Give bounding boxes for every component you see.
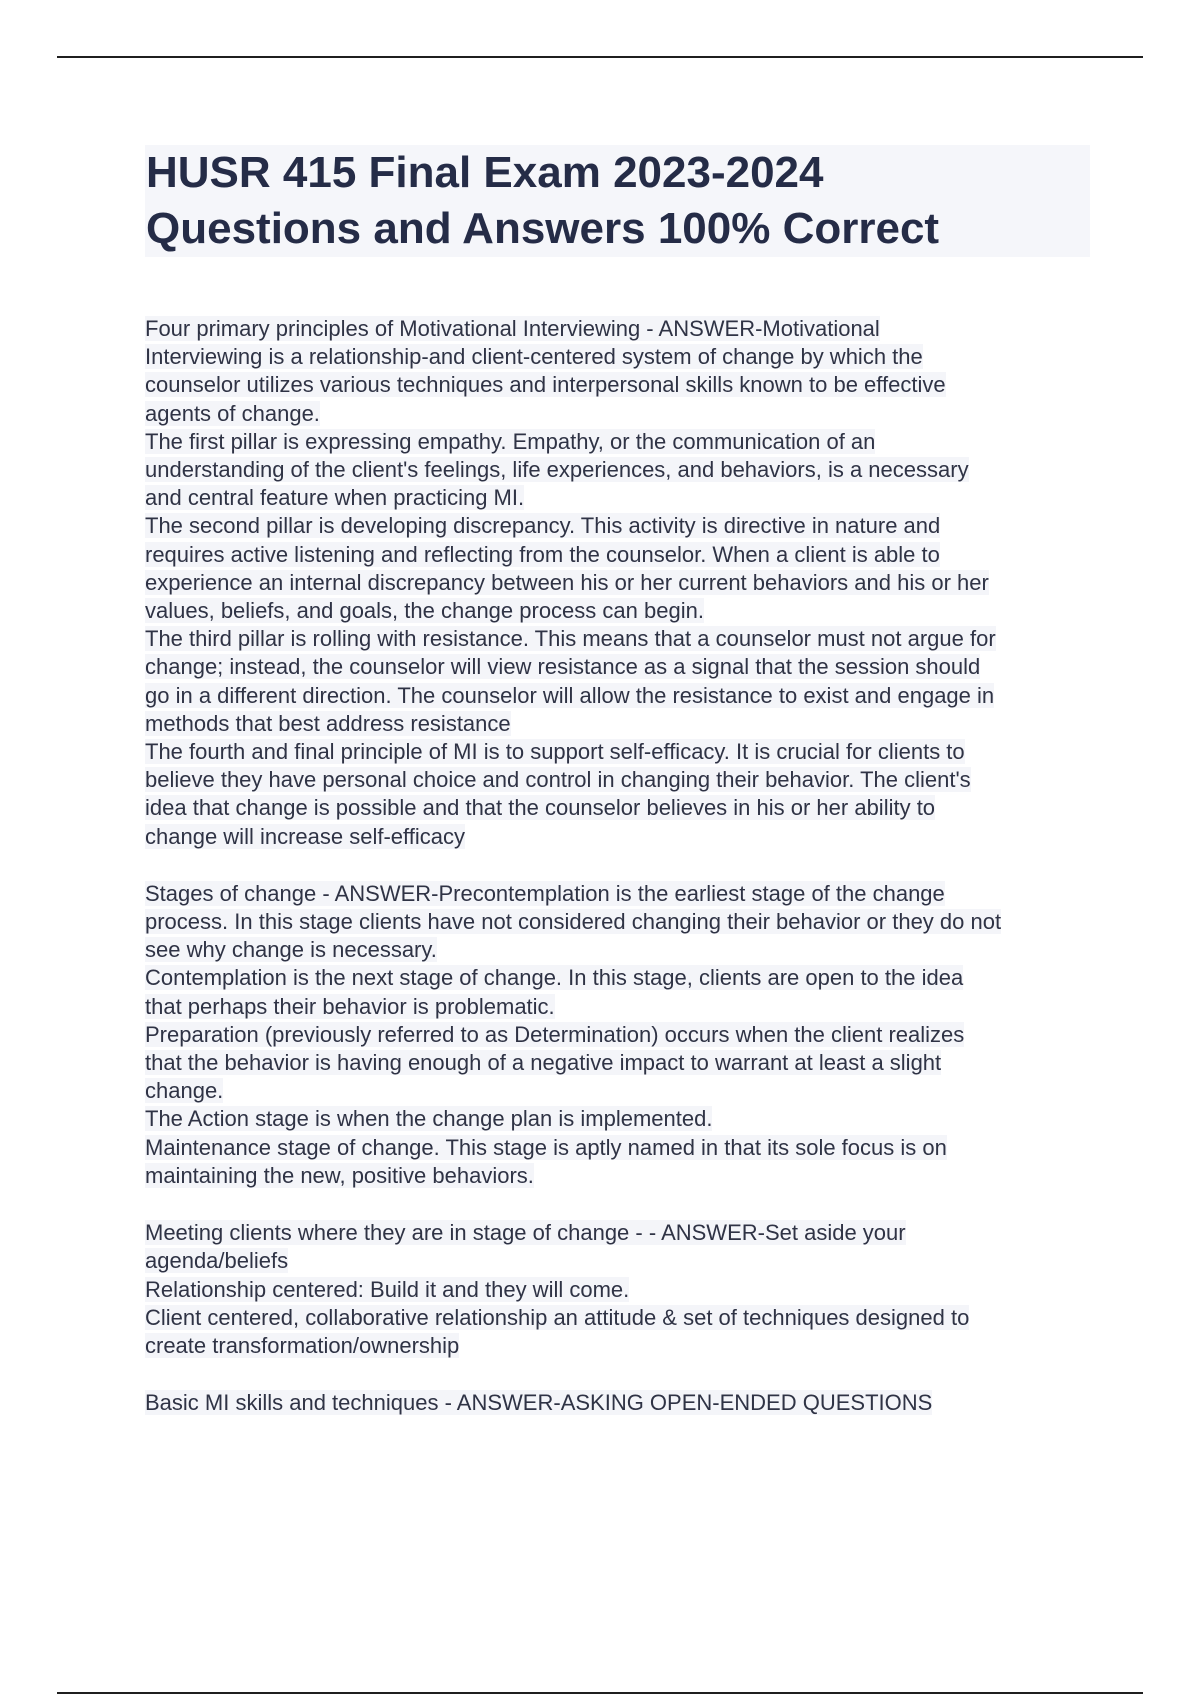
qa-item-stages-of-change [145,880,1090,1190]
title-line-1: HUSR 415 Final Exam 2023-2024 [146,148,824,197]
top-rule [57,56,1143,58]
qa-line: process. In this stage clients have not considered changing their behavior or they do not [145,909,1002,935]
qa-line: change. [145,1078,224,1104]
document-title [145,145,1090,257]
qa-line: The third pillar is rolling with resistance. This means that a counselor must not argue for [145,626,996,652]
qa-line: agenda/beliefs [145,1248,289,1274]
qa-line: The fourth and final principle of MI is to support self-efficacy. It is crucial for clients to [145,739,965,765]
qa-line: Maintenance stage of change. This stage is aptly named in that its sole focus is on [145,1134,947,1160]
qa-line: methods that best address resistance [145,710,511,736]
qa-list [145,315,1090,1417]
qa-line: believe they have personal choice and control in changing their behavior. The client's [145,767,971,793]
qa-item-basic-mi-skills [145,1389,1090,1417]
qa-item-motivational-interviewing [145,315,1090,851]
qa-line: agents of change. [145,400,320,426]
qa-line: create transformation/ownership [145,1332,460,1358]
qa-item-meeting-clients [145,1219,1090,1360]
qa-line: experience an internal discrepancy between his or her current behaviors and his or her [145,569,989,595]
qa-line: maintaining the new, positive behaviors. [145,1162,534,1188]
qa-line: The Action stage is when the change plan is implemented. [145,1106,713,1132]
qa-line: Interviewing is a relationship-and client-centered system of change by which the [145,344,923,370]
qa-line: change will increase self-efficacy [145,823,465,849]
qa-line: The second pillar is developing discrepancy. This activity is directive in nature and [145,513,941,539]
qa-line: Relationship centered: Build it and they will come. [145,1276,630,1302]
qa-line: understanding of the client's feelings, life experiences, and behaviors, is a necessary [145,457,969,483]
qa-line: Contemplation is the next stage of change. In this stage, clients are open to the idea [145,965,964,991]
qa-line: change; instead, the counselor will view resistance as a signal that the session should [145,654,981,680]
qa-line: idea that change is possible and that the counselor believes in his or her ability to [145,795,936,821]
qa-line: Basic MI skills and techniques - ANSWER-ASKING OPEN-ENDED QUESTIONS [145,1390,933,1416]
qa-line: The first pillar is expressing empathy. Empathy, or the communication of an [145,428,876,454]
qa-line: Preparation (previously referred to as Determination) occurs when the client realizes [145,1021,965,1047]
qa-line: and central feature when practicing MI. [145,485,525,511]
qa-line: counselor utilizes various techniques and interpersonal skills known to be effective [145,372,946,398]
qa-line: Four primary principles of Motivational Interviewing - ANSWER-Motivational [145,316,880,341]
bottom-rule [57,1692,1143,1694]
qa-line: Meeting clients where they are in stage of change - - ANSWER-Set aside your [145,1220,906,1246]
qa-line: that the behavior is having enough of a negative impact to warrant at least a slight [145,1050,942,1076]
qa-line: Stages of change - ANSWER-Precontemplation is the earliest stage of the change [145,880,945,906]
qa-line: values, beliefs, and goals, the change process can begin. [145,598,704,624]
qa-line: that perhaps their behavior is problematic. [145,993,555,1019]
qa-line: see why change is necessary. [145,937,437,963]
qa-line: go in a different direction. The counselor will allow the resistance to exist and engage in [145,682,995,708]
qa-line: requires active listening and reflecting from the counselor. When a client is able to [145,541,940,567]
qa-line: Client centered, collaborative relationship an attitude & set of techniques designed to [145,1304,970,1330]
title-line-2: Questions and Answers 100% Correct [146,204,940,253]
document-body [145,145,1090,1446]
